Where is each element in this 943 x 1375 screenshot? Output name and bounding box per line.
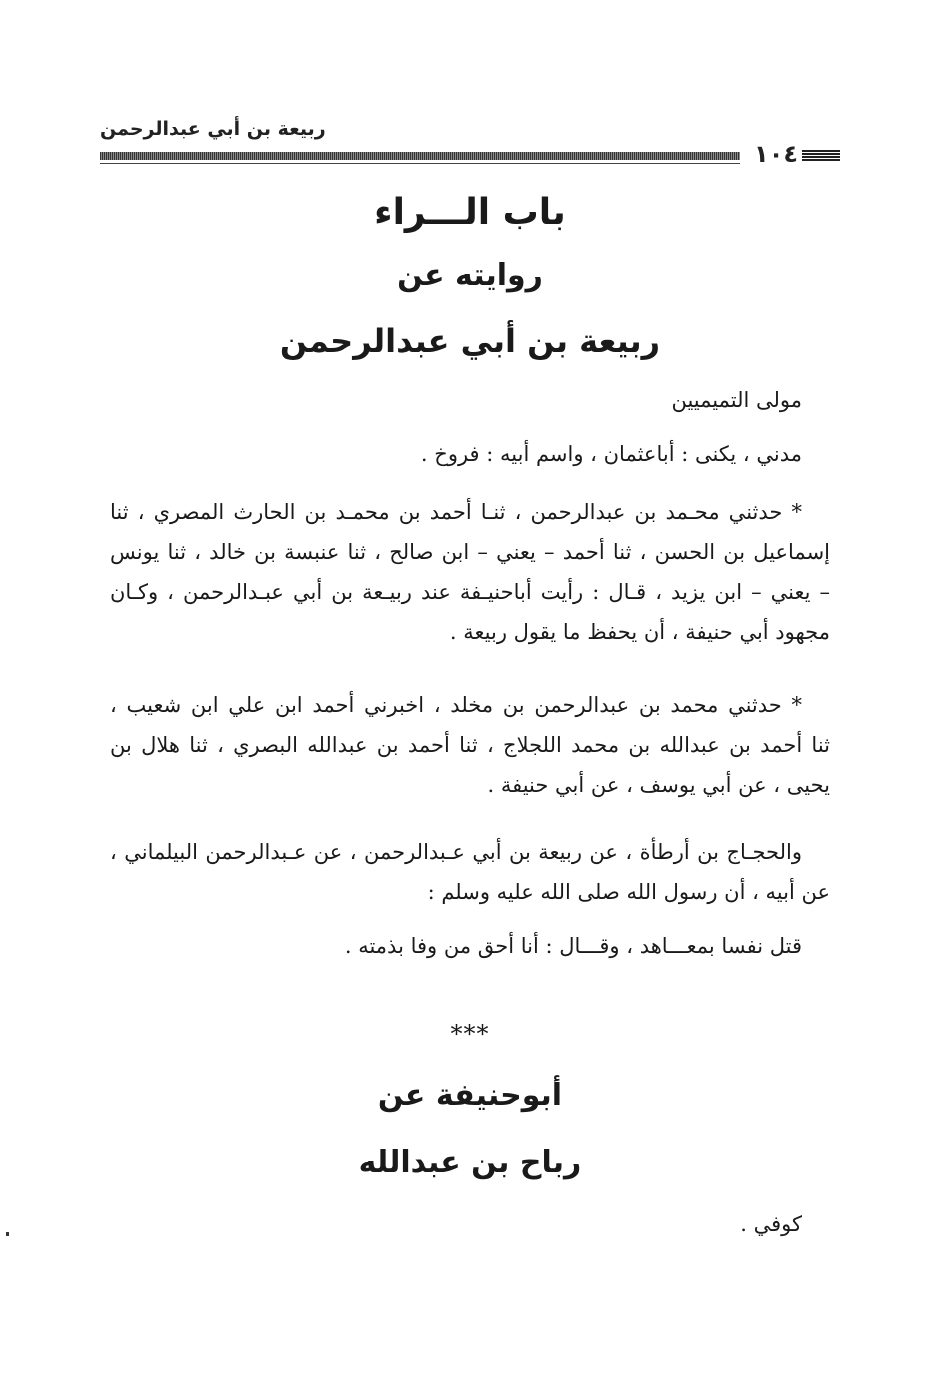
paragraph-1-line-3: – يعني – ابن يزيد ، قـال : رأيت أباحنيـفة عند ربيـعة بن أبي عبـدالرحمن ، وكـان <box>110 580 830 604</box>
paragraph-1-line-1: * حدثني محـمد بن عبدالرحمن ، ثنـا أحمد بن محمـد بن الحارث المصري ، ثنا <box>110 500 802 524</box>
paragraph-1 <box>110 492 830 652</box>
section2-text <box>110 1204 830 1244</box>
intro-block <box>110 380 830 474</box>
header-rule-thin <box>100 163 740 164</box>
paragraph-2-line-1: * حدثني محمد بن عبدالرحمن بن مخلد ، اخبرني أحمد ابن علي ابن شعيب ، <box>110 693 802 717</box>
section-separator: *** <box>450 1020 490 1048</box>
paragraph-2-line-3: يحيى ، عن أبي يوسف ، عن أبي حنيفة . <box>487 773 830 797</box>
section-heading-riwaya: روايته عن <box>397 258 543 293</box>
paragraph-3-line-1: والحجـاج بن أرطأة ، عن ربيعة بن أبي عـبدالرحمن ، عن عـبدالرحمن البيلماني ، <box>110 840 802 864</box>
chapter-heading: باب الـــراء <box>374 192 566 233</box>
section2-heading-1: أبوحنيفة عن <box>377 1078 563 1113</box>
section-heading-narrator: ربيعة بن أبي عبدالرحمن <box>279 322 661 360</box>
section2-heading-2: رباح بن عبدالله <box>358 1145 582 1180</box>
page-number: ١٠٤ <box>754 140 798 168</box>
paragraph-1-line-2: إسماعيل بن الحسن ، ثنا أحمد – يعني – ابن صالح ، ثنا عنبسة بن خالد ، ثنا يونس <box>110 540 830 564</box>
intro-line-2: مدني ، يكنى : أباعثمان ، واسم أبيه : فروخ . <box>420 442 802 466</box>
paragraph-3 <box>110 832 830 912</box>
running-header <box>100 118 840 178</box>
section2-text-line: كوفي . <box>740 1212 802 1236</box>
paragraph-2 <box>110 685 830 805</box>
intro-line-1: مولى التميميين <box>671 388 802 412</box>
header-rule <box>100 152 740 160</box>
paragraph-1-line-4: مجهود أبي حنيفة ، أن يحفظ ما يقول ربيعة . <box>449 620 830 644</box>
scan-speck <box>6 1232 9 1236</box>
paragraph-3-line-2: عن أبيه ، أن رسول الله صلى الله عليه وسلم : <box>427 880 830 904</box>
paragraph-4-line: قتل نفسا بمعـــاهد ، وقـــال : أنا أحق من وفا بذمته . <box>344 934 802 958</box>
page-number-ornament-right <box>802 149 840 161</box>
running-title: ربيعة بن أبي عبدالرحمن <box>100 118 326 140</box>
paragraph-4 <box>110 926 830 966</box>
paragraph-2-line-2: ثنا أحمد بن عبدالله بن محمد اللجلاج ، ثنا أحمد بن عبدالله البصري ، ثنا هلال بن <box>110 733 830 757</box>
